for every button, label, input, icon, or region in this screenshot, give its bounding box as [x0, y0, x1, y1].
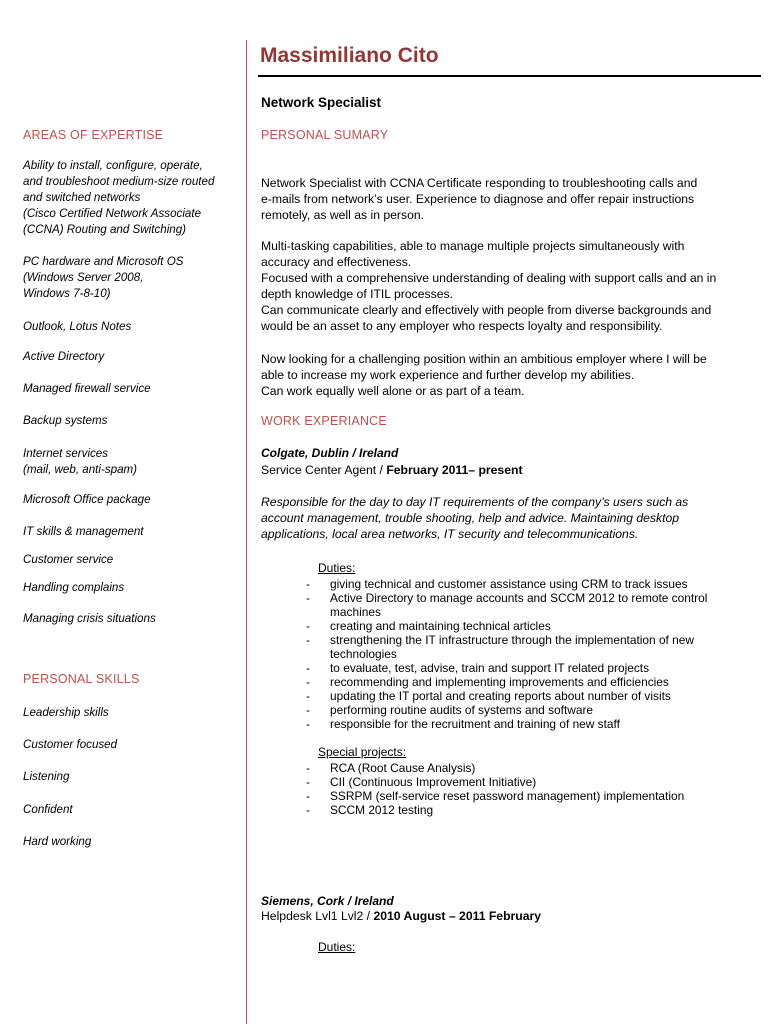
expertise-item: Microsoft Office package: [23, 493, 151, 506]
expertise-item: Ability to install, configure, operate, and troubleshoot medium-size routed and switched networks (Cisco Certified Network Associate (CCNA) Routing and Switching): [23, 159, 215, 236]
summary-paragraph: Now looking for a challenging position within an ambitious employer where I will be able to increase my work experience and further develop my abilities. Can work equally well alone or as part of a team.: [261, 352, 707, 398]
skills-heading: PERSONAL SKILLS: [23, 672, 140, 686]
skill-item: Customer focused: [23, 738, 118, 751]
expertise-item: Handling complains: [23, 581, 125, 594]
expertise-item: Backup systems: [23, 414, 108, 427]
work-heading: WORK EXPERIANCE: [261, 414, 387, 428]
summary-heading: PERSONAL SUMARY: [261, 128, 389, 142]
expertise-item: Managed firewall service: [23, 382, 151, 395]
expertise-item: IT skills & management: [23, 525, 144, 538]
skill-item: Listening: [23, 770, 70, 783]
expertise-item: Customer service: [23, 553, 114, 566]
duties-label: Duties:: [318, 940, 356, 954]
skill-item: Hard working: [23, 835, 92, 848]
job-description: Responsible for the day to day IT requirements of the company’s users such as account management, trouble shooting, help and advice. Maintaining desktop applications, local area networks, IT security and telecommunications.: [261, 495, 689, 541]
header-rule: [258, 75, 761, 77]
summary-paragraph: Multi-tasking capabilities, able to manage multiple projects simultaneously with accuracy and effectiveness. Focused with a comprehensive understanding of dealing with support calls and an in depth knowledge of ITIL processes. Can communicate clearly and effectively with people from diverse backgrounds and would be an asset to any employer who respects loyalty and responsibility.: [261, 239, 717, 333]
job-company: Siemens, Cork / Ireland: [261, 894, 394, 908]
job-role-line: Service Center Agent / February 2011– present: [261, 463, 523, 477]
duties-label: Duties:: [318, 561, 356, 575]
skill-item: Leadership skills: [23, 706, 109, 719]
projects-label: Special projects:: [318, 745, 407, 759]
summary-paragraph: Network Specialist with CCNA Certificate responding to troubleshooting calls and e-mails from network’s user. Experience to diagnose and offer repair instructions remotely, as well as in person.: [261, 176, 698, 222]
skill-item: Confident: [23, 803, 73, 816]
expertise-item: Outlook, Lotus Notes: [23, 320, 132, 333]
job-company: Colgate, Dublin / Ireland: [261, 446, 399, 460]
expertise-item: Managing crisis situations: [23, 612, 156, 625]
candidate-title: Network Specialist: [261, 95, 382, 110]
expertise-item: Active Directory: [23, 350, 105, 363]
column-divider: [246, 40, 247, 1024]
job-role-line: Helpdesk Lvl1 Lvl2 / 2010 August – 2011 February: [261, 909, 542, 923]
candidate-name: Massimiliano Cito: [260, 44, 439, 67]
expertise-heading: AREAS OF EXPERTISE: [23, 128, 164, 142]
expertise-item: PC hardware and Microsoft OS (Windows Server 2008, Windows 7-8-10): [23, 255, 184, 300]
expertise-item: Internet services (mail, web, anti-spam): [23, 447, 138, 476]
